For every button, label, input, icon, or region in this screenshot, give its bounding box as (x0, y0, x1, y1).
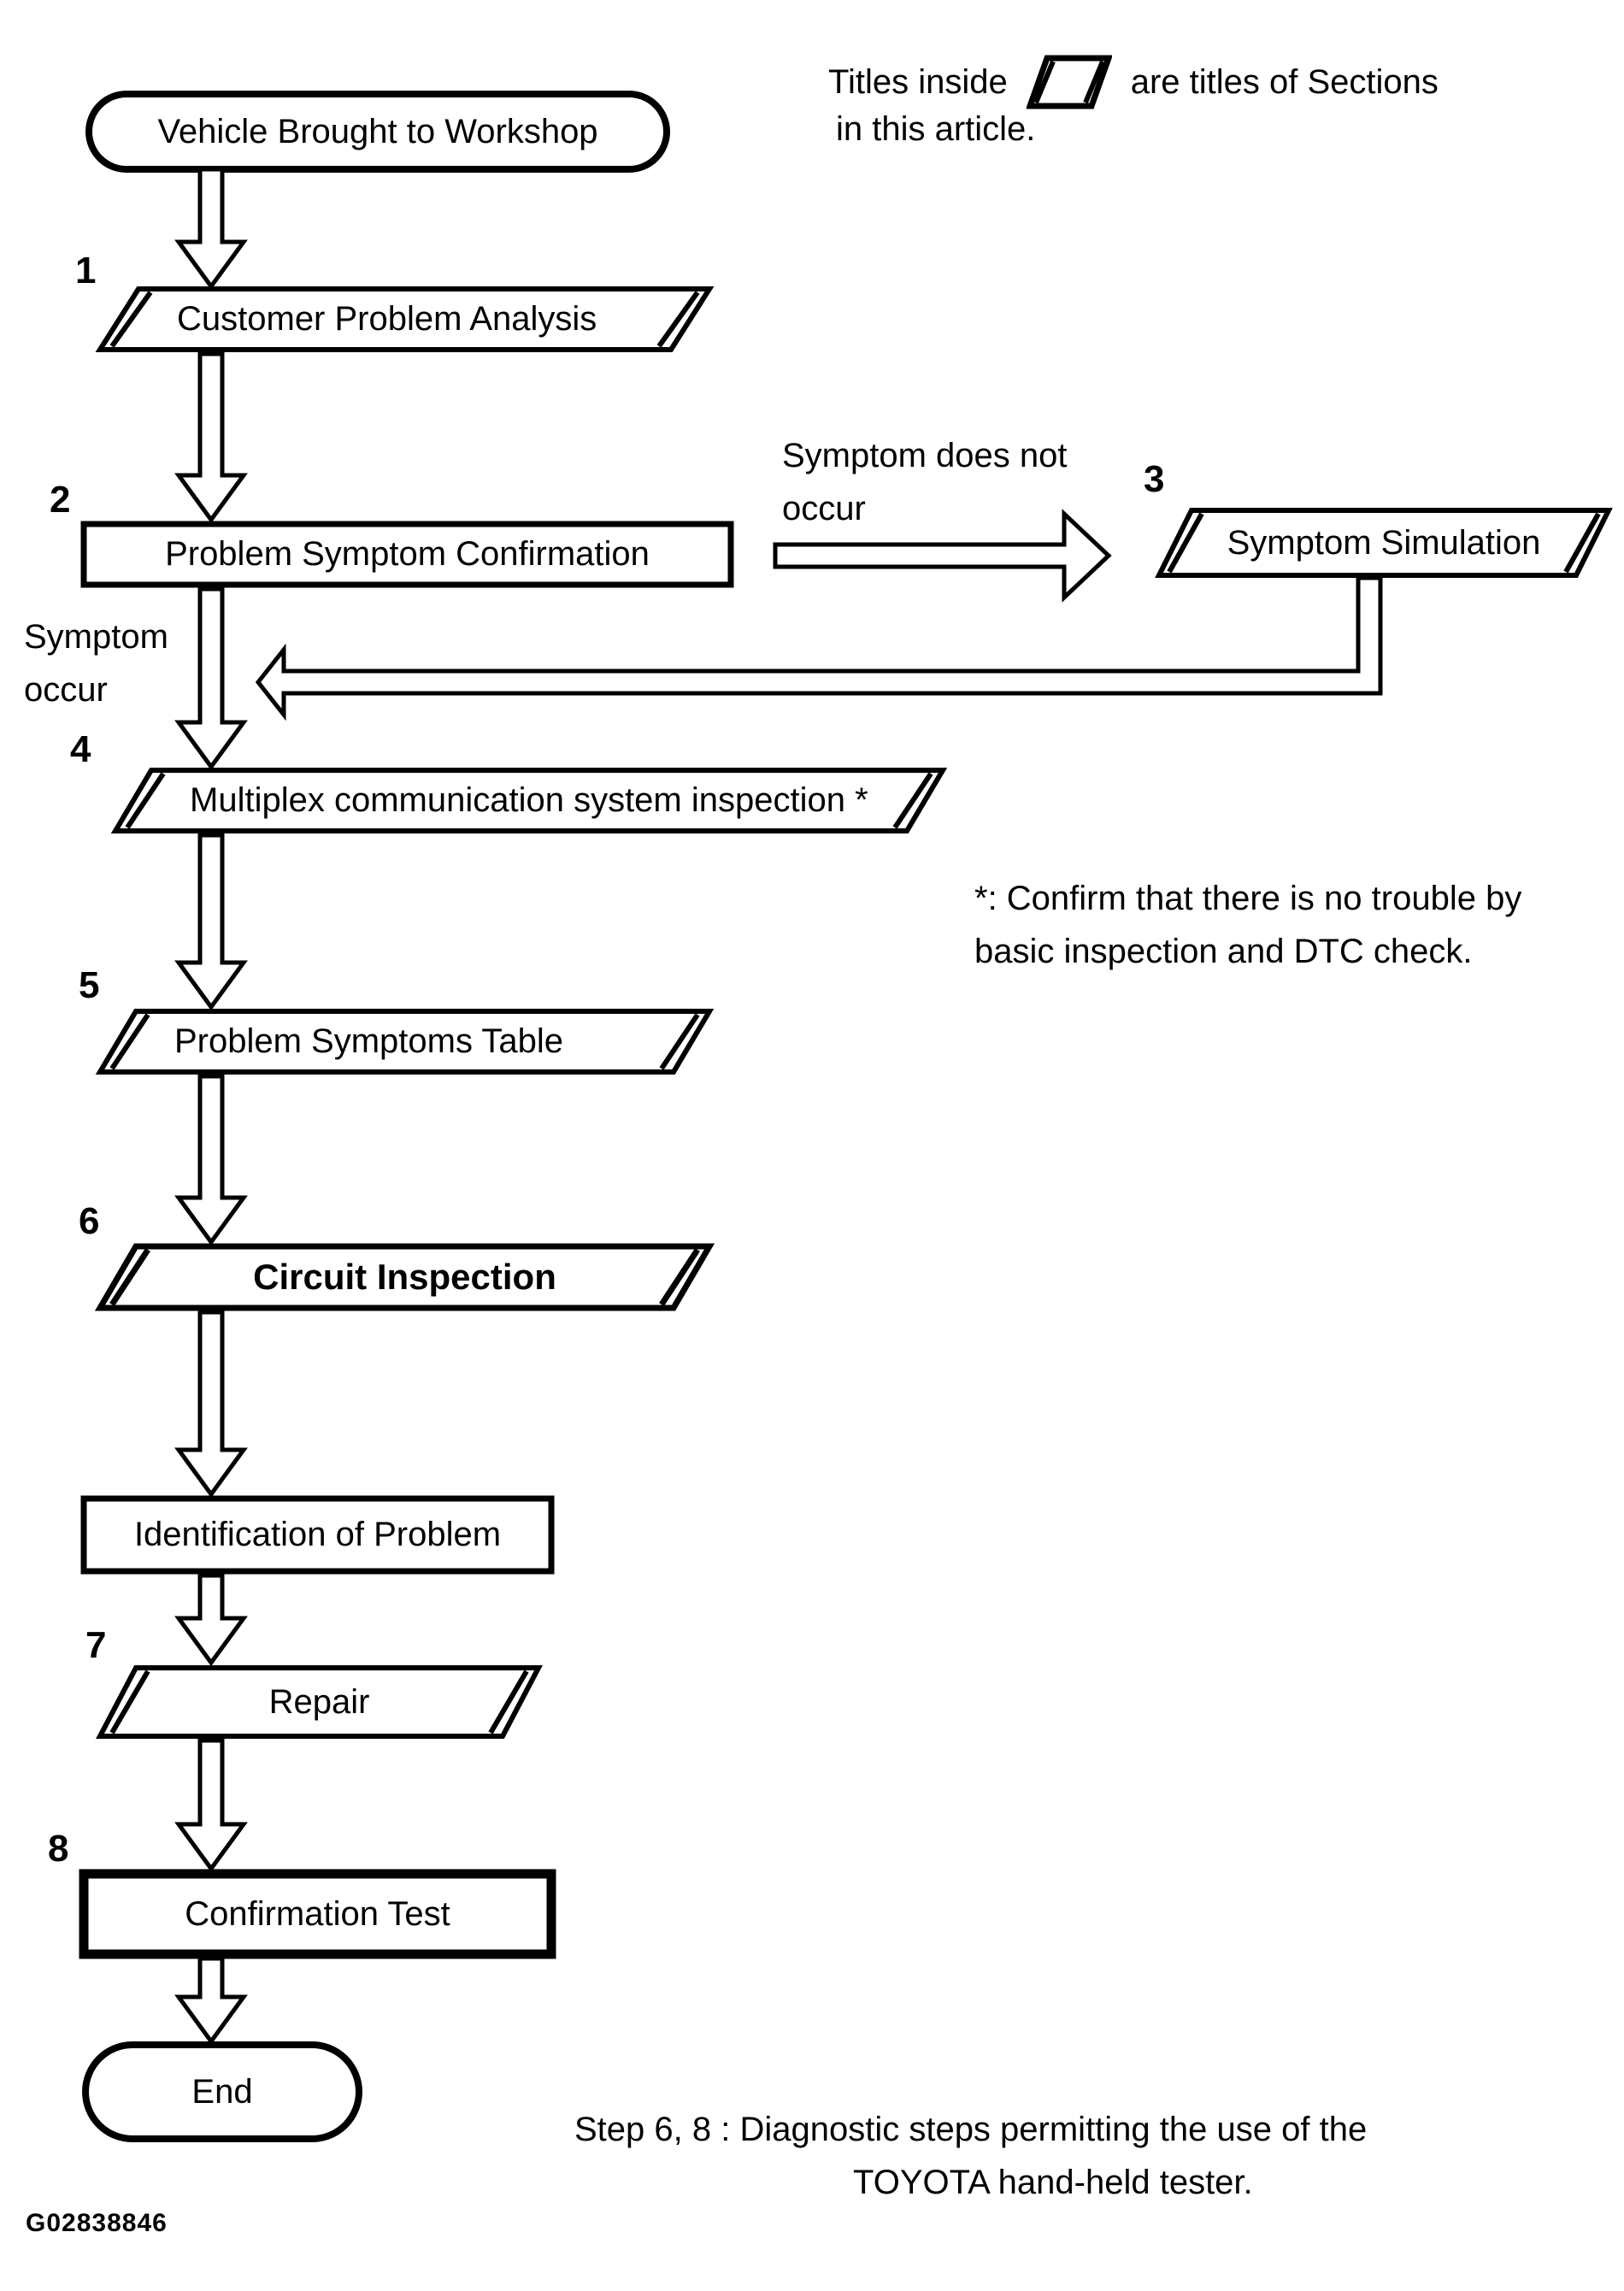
symptom-does-not-occur-label-line2: occur (782, 490, 866, 527)
section-parallelogram-icon (1027, 55, 1112, 109)
asterisk-note-line2: basic inspection and DTC check. (974, 933, 1473, 970)
symptom-occur-label-line1: Symptom (24, 618, 168, 656)
step3-number: 3 (1144, 458, 1165, 500)
step4-label: Multiplex communication system inspection * (190, 781, 868, 819)
footer-note-line1: Step 6, 8 : Diagnostic steps permitting the use of the (574, 2111, 1368, 2148)
arrow-identification-to-step7 (179, 1575, 244, 1663)
step1-number: 1 (75, 250, 97, 292)
arrow-step7-to-step8 (179, 1740, 244, 1869)
step2-number: 2 (50, 479, 71, 521)
legend-suffix-text: are titles of Sections (1130, 62, 1439, 101)
arrow-step8-to-end (179, 1958, 244, 2041)
step6-number: 6 (79, 1200, 100, 1242)
step6-label: Circuit Inspection (253, 1257, 556, 1297)
end-node-label: End (191, 2072, 253, 2111)
step5-label: Problem Symptoms Table (174, 1022, 563, 1060)
figure-id-label: G02838846 (26, 2209, 168, 2237)
legend-prefix-text: Titles inside (828, 62, 1008, 101)
arrow-step1-to-step2 (179, 354, 244, 520)
step8-number: 8 (48, 1828, 69, 1870)
symptom-occur-label-line2: occur (24, 671, 108, 709)
step1-label: Customer Problem Analysis (177, 300, 597, 338)
step8-label: Confirmation Test (185, 1894, 450, 1933)
legend-line1 (828, 55, 1439, 109)
identification-label: Identification of Problem (133, 1516, 502, 1553)
step7-label: Repair (268, 1682, 370, 1721)
step4-number: 4 (70, 728, 91, 770)
arrow-step5-to-step6 (179, 1076, 244, 1242)
legend-line2: in this article. (836, 110, 1036, 148)
arrow-step3-return-to-flow (258, 578, 1380, 715)
arrow-start-to-step1 (179, 169, 244, 286)
step3-label: Symptom Simulation (1227, 523, 1541, 562)
asterisk-note-line1: *: Confirm that there is no trouble by (974, 880, 1522, 917)
arrow-step6-to-identification (179, 1312, 244, 1494)
arrow-step4-to-step5 (179, 835, 244, 1007)
footer-note-line2: TOYOTA hand-held tester. (853, 2164, 1253, 2201)
step7-number: 7 (85, 1624, 107, 1666)
arrow-step2-to-step4 (179, 589, 244, 767)
step2-label: Problem Symptom Confirmation (165, 535, 650, 573)
symptom-does-not-occur-label-line1: Symptom does not (782, 437, 1068, 474)
step5-number: 5 (79, 964, 100, 1006)
start-node-label: Vehicle Brought to Workshop (157, 112, 598, 150)
